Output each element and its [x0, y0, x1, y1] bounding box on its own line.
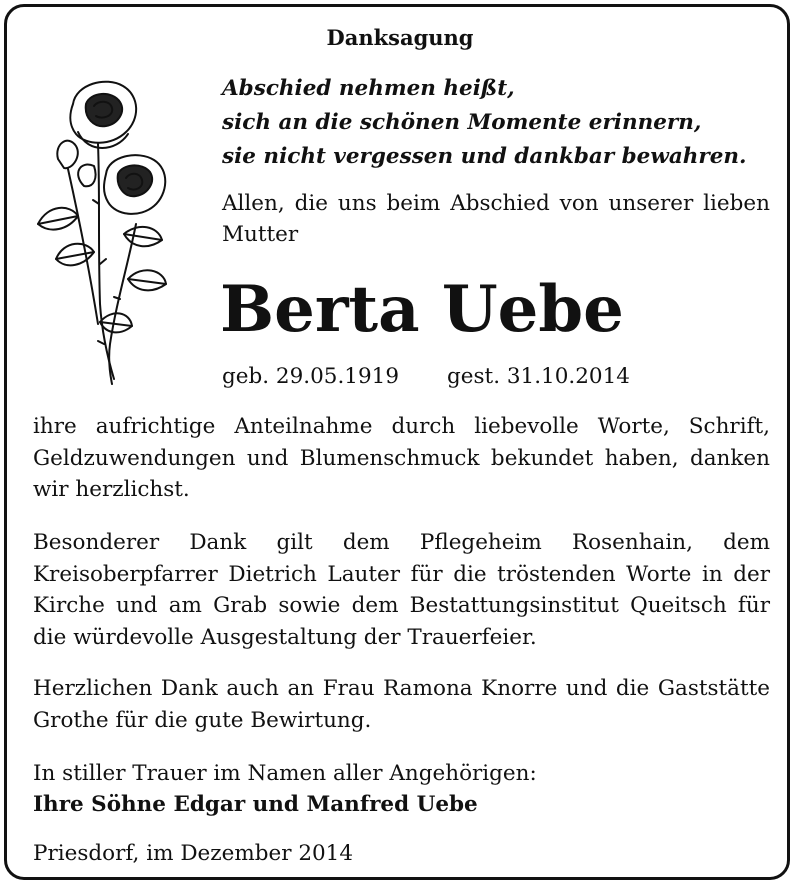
signature-line-1: In stiller Trauer im Namen aller Angehörigen: — [33, 761, 537, 786]
additional-thanks-paragraph: Herzlichen Dank auch an Frau Ramona Knorre und die Gaststätte Grothe für die gute Bewirtung. — [33, 676, 770, 733]
signature-block — [33, 758, 537, 820]
quote-line-1: Abschied nehmen heißt, — [222, 76, 515, 101]
special-thanks-paragraph: Besonderer Dank gilt dem Pflegeheim Rosenhain, dem Kreisoberpfarrer Dietrich Lauter für die tröstenden Worte in der Kirche und am Grab sowie dem Bestattungsinstitut Queitsch für die würdevolle Ausgestaltung der Trauerfeier. — [33, 530, 770, 650]
signature-names: Ihre Söhne Edgar und Manfred Uebe — [33, 792, 478, 817]
quote-line-3: sie nicht vergessen und dankbar bewahren. — [222, 144, 747, 169]
intro-text: Allen, die uns beim Abschied von unserer lieben Mutter — [222, 191, 770, 247]
deceased-name: Berta Uebe — [220, 272, 624, 347]
heading-title: Danksagung — [326, 25, 474, 50]
life-dates — [222, 362, 630, 392]
thanks-paragraph: ihre aufrichtige Anteilnahme durch liebevolle Worte, Schrift, Geldzuwendungen und Blumenschmuck bekundet haben, danken wir herzlichst. — [33, 414, 770, 502]
place-date: Priesdorf, im Dezember 2014 — [33, 841, 354, 866]
rose-illustration-icon — [28, 74, 173, 389]
birth-date: geb. 29.05.1919 — [222, 364, 400, 389]
quote-line-2: sich an die schönen Momente erinnern, — [222, 110, 702, 135]
quote-block — [222, 72, 782, 174]
death-date: gest. 31.10.2014 — [447, 364, 630, 389]
